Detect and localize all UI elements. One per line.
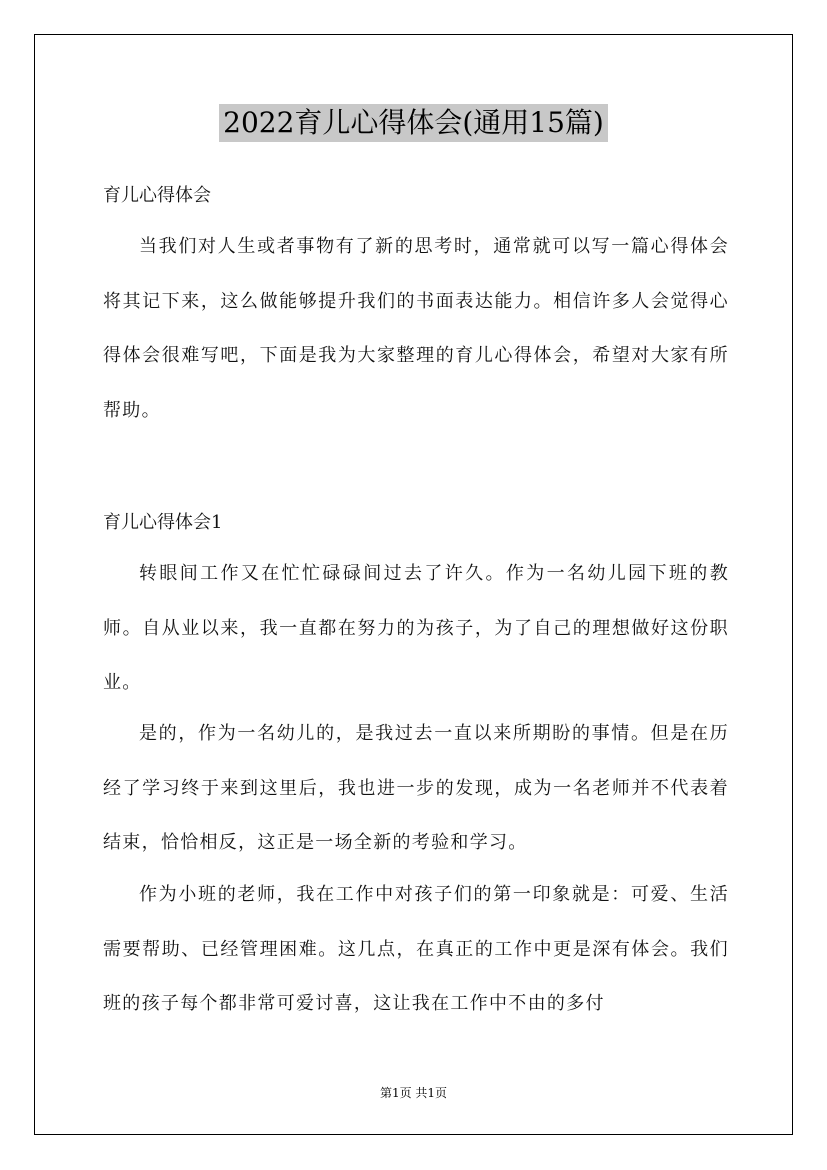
- title-container: [0, 104, 827, 142]
- paragraph-2: 是的，作为一名幼儿的，是我过去一直以来所期盼的事情。但是在历经了学习终于来到这里后，我也进一步的发现，成为一名老师并不代表着结束，恰恰相反，这正是一场全新的考验和学习。: [103, 723, 729, 853]
- section-heading-intro: 育儿心得体会: [103, 185, 211, 206]
- paragraph-1: 转眼间工作又在忙忙碌碌间过去了许久。作为一名幼儿园下班的教师。自从业以来，我一直都在努力的为孩子，为了自己的理想做好这份职业。: [103, 563, 729, 693]
- document-title: 2022育儿心得体会(通用15篇): [219, 104, 608, 142]
- paragraph-3: 作为小班的老师，我在工作中对孩子们的第一印象就是：可爱、生活需要帮助、已经管理困难。这几点，在真正的工作中更是深有体会。我们班的孩子每个都非常可爱讨喜，这让我在工作中不由的多付: [103, 884, 729, 1014]
- section-heading-1: 育儿心得体会1: [103, 512, 223, 533]
- page-footer: 第1页 共1页: [379, 1086, 448, 1100]
- paragraph-intro: 当我们对人生或者事物有了新的思考时，通常就可以写一篇心得体会将其记下来，这么做能够提升我们的书面表达能力。相信许多人会觉得心得体会很难写吧，下面是我为大家整理的育儿心得体会，希望对大家有所帮助。: [103, 236, 729, 421]
